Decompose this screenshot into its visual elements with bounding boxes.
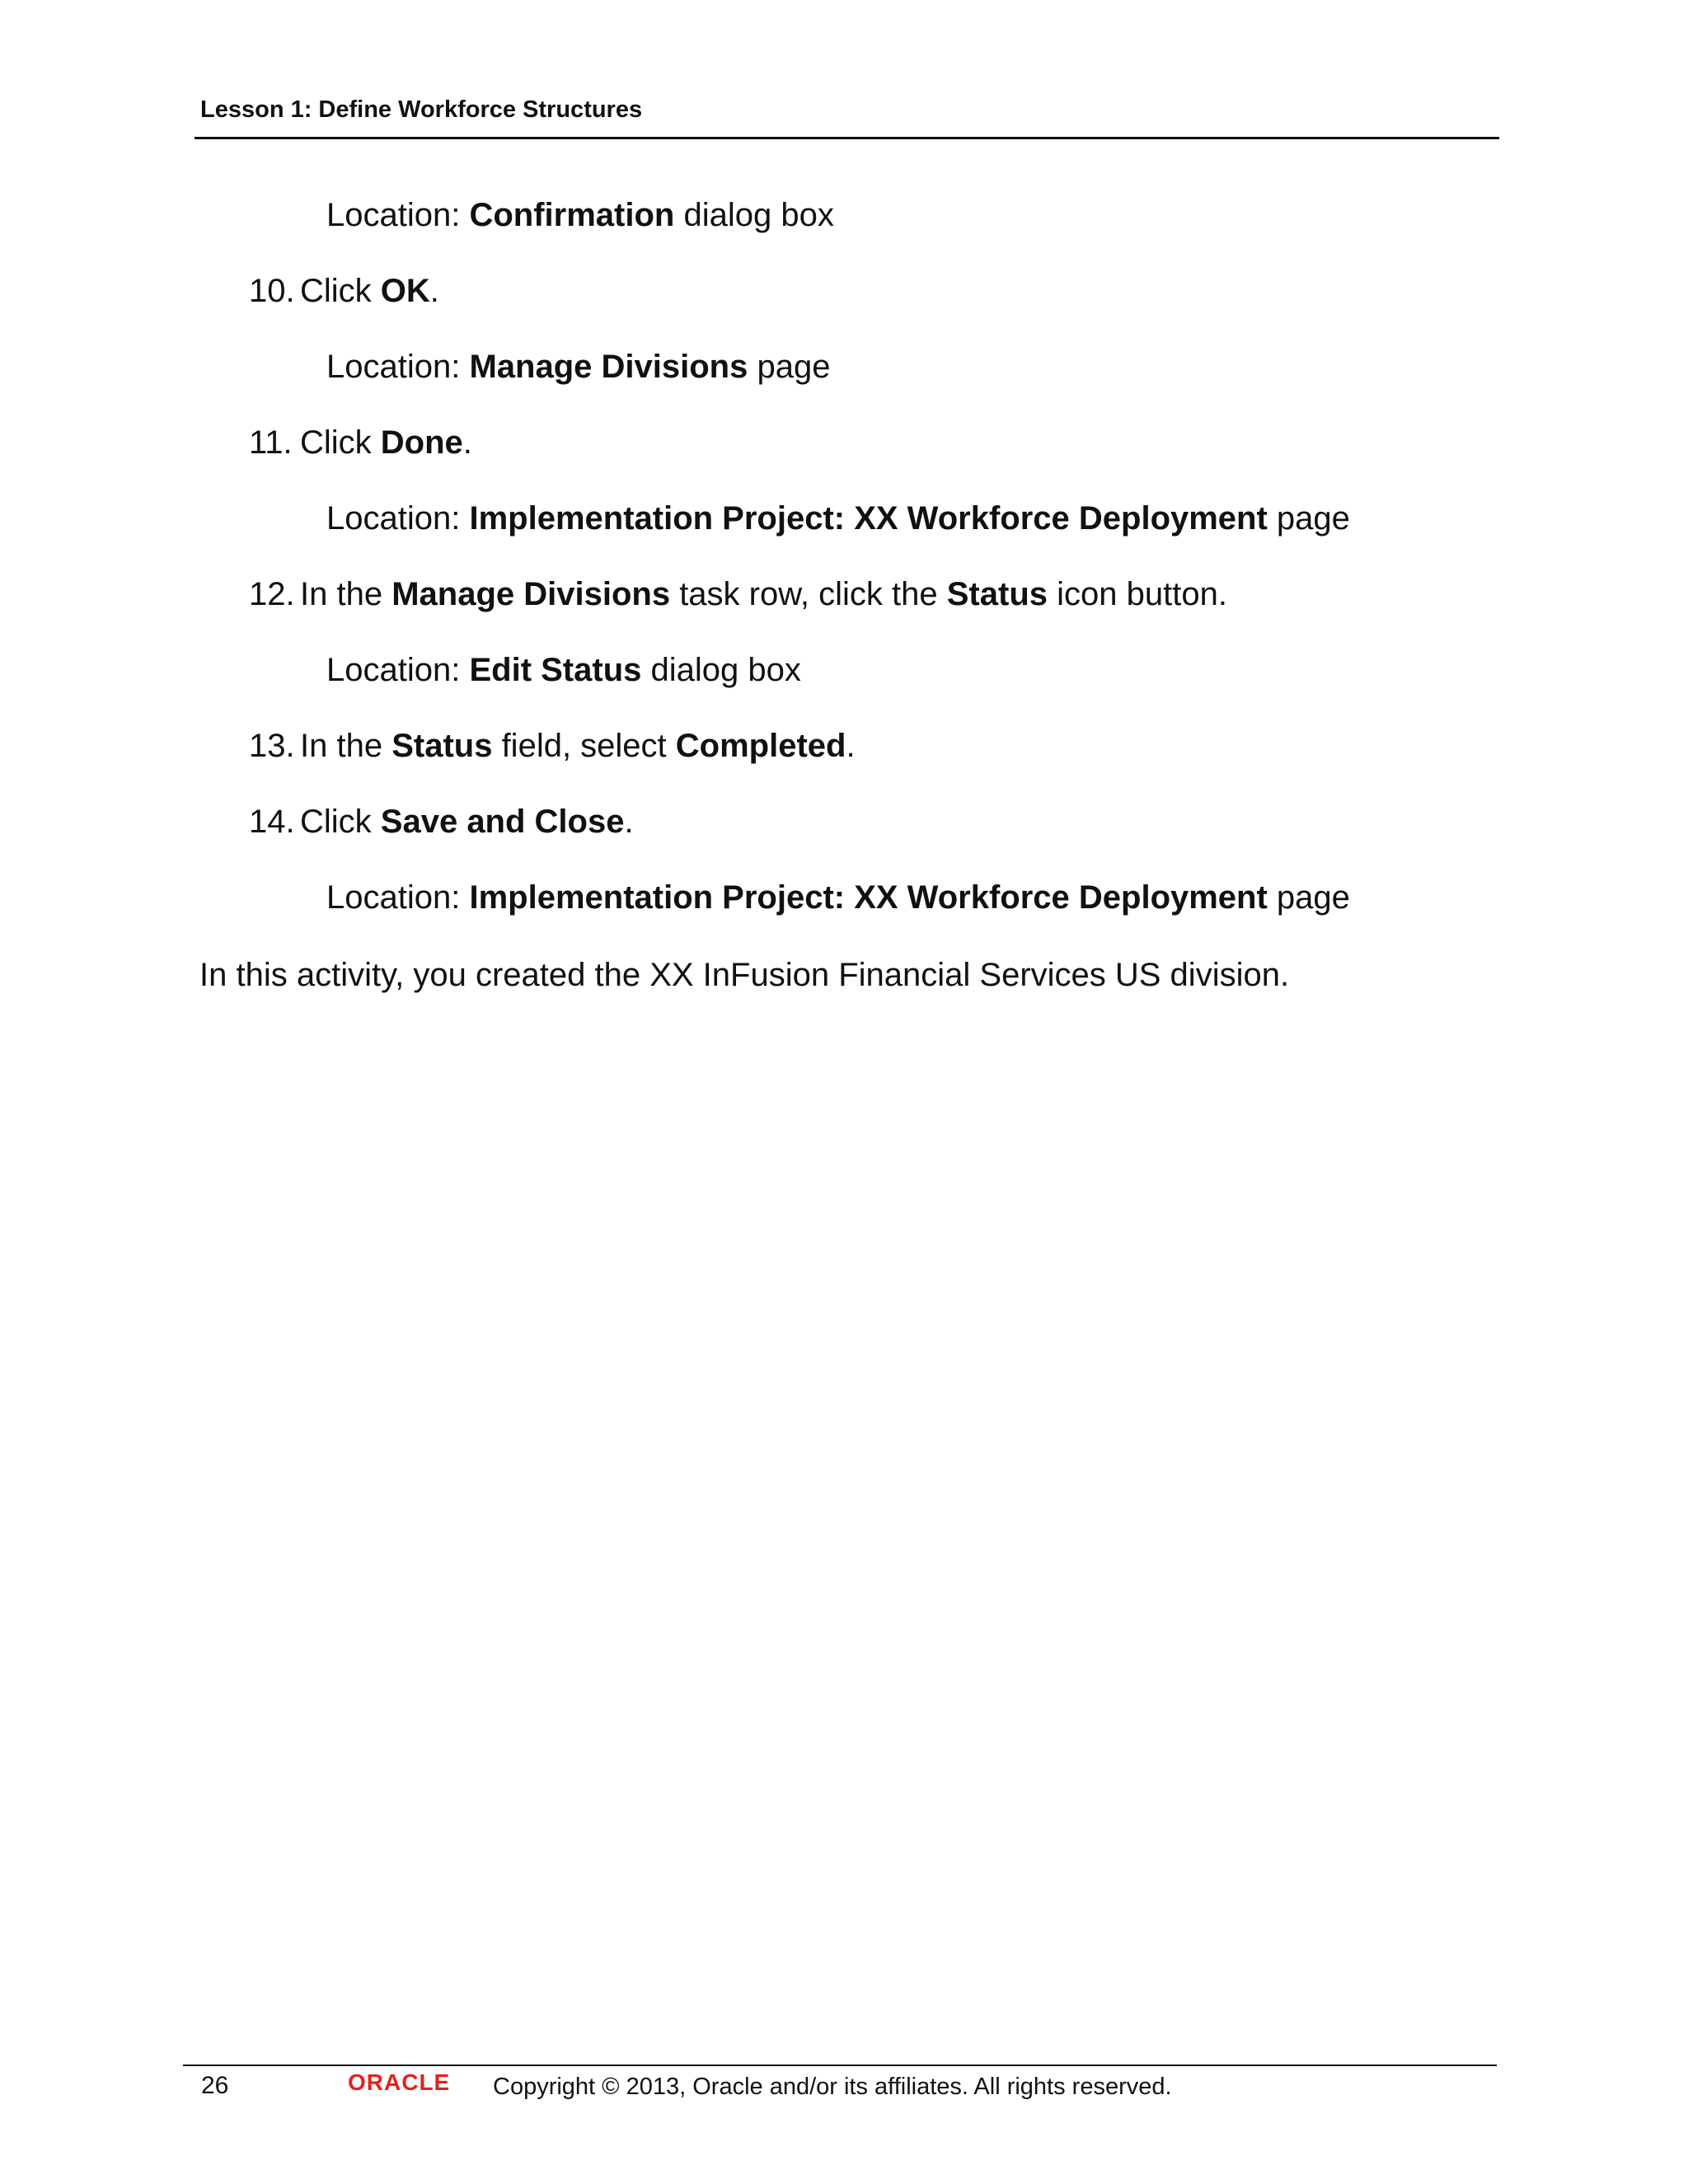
step-14: 14. Click Save and Close. [249, 804, 634, 840]
page-number: 26 [201, 2072, 229, 2099]
step-10: 10. Click OK. [249, 273, 439, 309]
location-line-manage-divisions: Location: Manage Divisions page [326, 349, 831, 385]
location-line-confirmation: Location: Confirmation dialog box [326, 197, 834, 233]
step-number: 12. [249, 576, 295, 612]
step-13: 13. In the Status field, select Completed. [249, 728, 856, 764]
step-number: 14. [249, 804, 295, 840]
step-number: 10. [249, 273, 295, 309]
footer-divider [183, 2064, 1497, 2066]
location-line-implementation-project-final: Location: Implementation Project: XX Workforce Deployment page [326, 879, 1350, 916]
oracle-logo [348, 2070, 476, 2095]
step-number: 13. [249, 728, 295, 764]
copyright-notice: Copyright © 2013, Oracle and/or its affiliates. All rights reserved. [493, 2074, 1172, 2100]
step-number: 11. [249, 424, 293, 461]
oracle-logo-text: ORACLE [348, 2070, 451, 2095]
location-line-edit-status: Location: Edit Status dialog box [326, 652, 801, 688]
lesson-title: Lesson 1: Define Workforce Structures [200, 96, 643, 123]
step-11: 11. Click Done. [249, 424, 472, 461]
header-divider [195, 137, 1499, 139]
activity-summary: In this activity, you created the XX InFusion Financial Services US division. [199, 957, 1290, 993]
step-12: 12. In the Manage Divisions task row, click the Status icon button. [249, 576, 1227, 612]
location-line-implementation-project: Location: Implementation Project: XX Workforce Deployment page [326, 500, 1350, 537]
